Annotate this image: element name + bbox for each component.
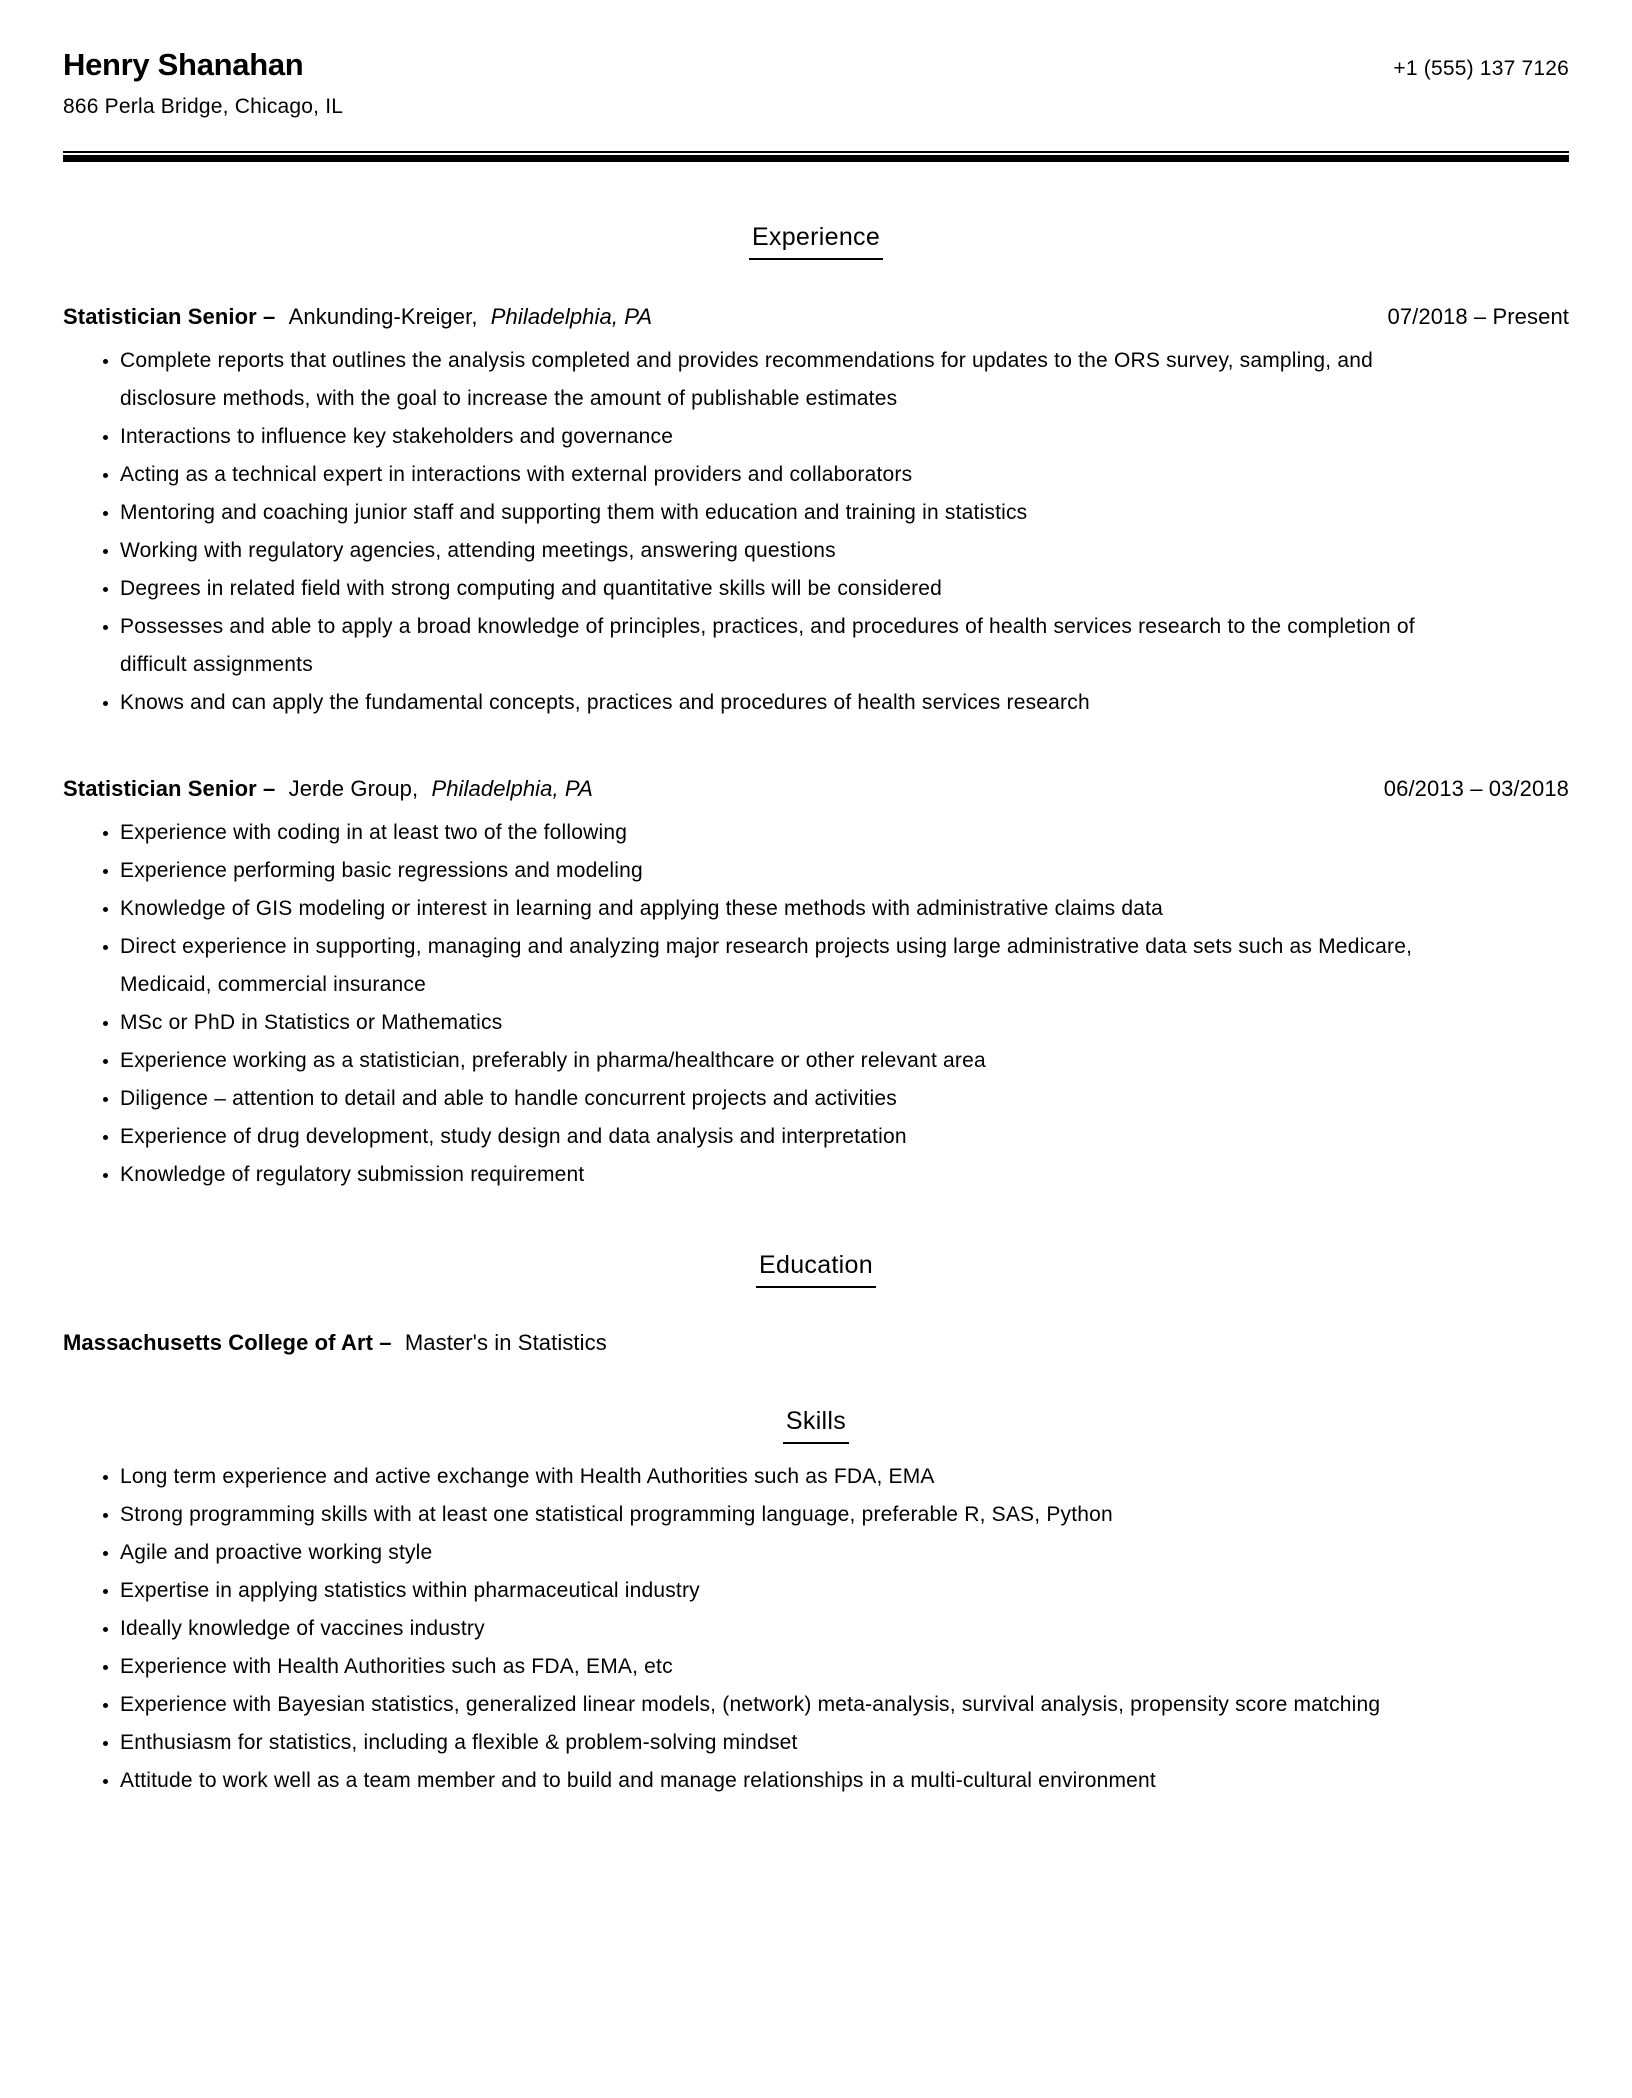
job-bullet: • Knowledge of regulatory submission requirement bbox=[120, 1156, 1474, 1194]
job-bullet: • Acting as a technical expert in interactions with external providers and collaborators bbox=[120, 456, 1474, 494]
job-location: Philadelphia, PA bbox=[490, 304, 653, 329]
skills-title-text: Skills bbox=[783, 1406, 849, 1444]
skill-bullet: • Agile and proactive working style bbox=[120, 1534, 1474, 1572]
skill-bullet: • Expertise in applying statistics within pharmaceutical industry bbox=[120, 1572, 1474, 1610]
education-title-text: Education bbox=[756, 1250, 876, 1288]
skill-bullet: • Ideally knowledge of vaccines industry bbox=[120, 1610, 1474, 1648]
job-bullet: • Experience working as a statistician, preferably in pharma/healthcare or other relevant area bbox=[120, 1042, 1474, 1080]
job-company: Ankunding-Kreiger, bbox=[288, 304, 478, 329]
education-entry bbox=[63, 1328, 1569, 1358]
phone-number: +1 (555) 137 7126 bbox=[1393, 57, 1569, 80]
skill-bullet: • Strong programming skills with at least one statistical programming language, preferable R, SAS, Python bbox=[120, 1496, 1474, 1534]
job-company: Jerde Group, bbox=[288, 776, 419, 801]
skills-section-title bbox=[63, 1406, 1569, 1444]
section-experience bbox=[63, 222, 1569, 1194]
section-education bbox=[63, 1250, 1569, 1358]
skill-bullet: • Enthusiasm for statistics, including a flexible & problem-solving mindset bbox=[120, 1724, 1474, 1762]
job-header bbox=[63, 774, 1569, 804]
job-location: Philadelphia, PA bbox=[431, 776, 593, 801]
job-header bbox=[63, 302, 1569, 332]
job-bullet: • Degrees in related field with strong computing and quantitative skills will be considered bbox=[120, 570, 1474, 608]
job-bullet: • Knowledge of GIS modeling or interest in learning and applying these methods with administrative claims data bbox=[120, 890, 1474, 928]
education-section-title bbox=[63, 1250, 1569, 1288]
person-name: Henry Shanahan bbox=[63, 47, 304, 82]
header-divider-thin bbox=[63, 151, 1569, 153]
job-bullet: • Knows and can apply the fundamental concepts, practices and procedures of health services research bbox=[120, 684, 1474, 722]
job-bullet: • MSc or PhD in Statistics or Mathematics bbox=[120, 1004, 1474, 1042]
job-role: Statistician Senior – bbox=[63, 776, 276, 801]
job-bullet: • Direct experience in supporting, managing and analyzing major research projects using large administrative data sets such as Medicare, Medicaid, commercial insurance bbox=[120, 928, 1474, 1004]
header-divider-thick bbox=[63, 155, 1569, 162]
skill-bullet: • Experience with Health Authorities such as FDA, EMA, etc bbox=[120, 1648, 1474, 1686]
header bbox=[63, 45, 1569, 162]
job-title-line bbox=[63, 774, 593, 804]
job-bullet: • Possesses and able to apply a broad knowledge of principles, practices, and procedures of health services research to the completion of difficult assignments bbox=[120, 608, 1474, 684]
education-school: Massachusetts College of Art – bbox=[63, 1330, 392, 1355]
job-entry bbox=[63, 302, 1569, 722]
job-title-line bbox=[63, 302, 652, 332]
job-bullet: • Mentoring and coaching junior staff and supporting them with education and training in statistics bbox=[120, 494, 1474, 532]
job-bullet: • Interactions to influence key stakeholders and governance bbox=[120, 418, 1474, 456]
job-dates: 06/2013 – 03/2018 bbox=[1383, 776, 1569, 801]
skill-bullet: • Experience with Bayesian statistics, generalized linear models, (network) meta-analysis, survival analysis, propensity score matching bbox=[120, 1686, 1474, 1724]
skills-bullet-list bbox=[63, 1458, 1569, 1800]
job-bullet-list bbox=[63, 342, 1569, 722]
section-skills bbox=[63, 1406, 1569, 1800]
education-degree: Master's in Statistics bbox=[404, 1330, 607, 1355]
address: 866 Perla Bridge, Chicago, IL bbox=[63, 95, 344, 118]
header-top-row bbox=[63, 45, 1569, 85]
job-bullet: • Experience performing basic regressions and modeling bbox=[120, 852, 1474, 890]
experience-title-text: Experience bbox=[749, 222, 883, 260]
job-bullet: • Complete reports that outlines the analysis completed and provides recommendations for updates to the ORS survey, sampling, and disclosure methods, with the goal to increase the amount of publishable estimates bbox=[120, 342, 1474, 418]
skill-bullet: • Long term experience and active exchange with Health Authorities such as FDA, EMA bbox=[120, 1458, 1474, 1496]
job-bullet: • Working with regulatory agencies, attending meetings, answering questions bbox=[120, 532, 1474, 570]
job-entry bbox=[63, 774, 1569, 1194]
job-bullet: • Diligence – attention to detail and able to handle concurrent projects and activities bbox=[120, 1080, 1474, 1118]
job-bullet-list bbox=[63, 814, 1569, 1194]
experience-section-title bbox=[63, 222, 1569, 260]
skill-bullet: • Attitude to work well as a team member and to build and manage relationships in a multi-cultural environment bbox=[120, 1762, 1474, 1800]
job-dates: 07/2018 – Present bbox=[1387, 304, 1569, 329]
job-bullet: • Experience with coding in at least two of the following bbox=[120, 814, 1474, 852]
job-role: Statistician Senior – bbox=[63, 304, 276, 329]
job-bullet: • Experience of drug development, study design and data analysis and interpretation bbox=[120, 1118, 1474, 1156]
